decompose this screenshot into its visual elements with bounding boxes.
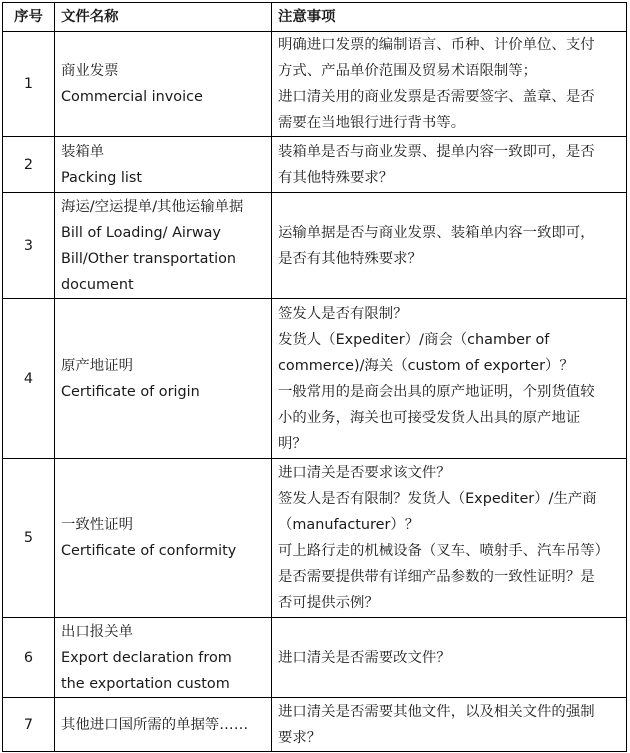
document-name-line: 原产地证明 (61, 357, 133, 374)
document-name-line: 海运/空运提单/其他运输单据 (61, 198, 244, 215)
document-name-line: 一致性证明 (61, 517, 133, 533)
document-name-line: document (61, 276, 134, 293)
row-index: 4 (3, 299, 55, 459)
row-notes (272, 193, 627, 299)
table-row (3, 698, 627, 752)
notes-line: 进口清关是否要求该文件？ (278, 465, 451, 481)
document-name-line: the exportation custom (61, 675, 230, 692)
notes-line: 签发人是否有限制？ (278, 305, 408, 322)
table-row (3, 32, 627, 137)
notes-line: 是否有其他特殊要求？ (278, 250, 422, 267)
notes-line: 明确进口发票的编制语言、币种、计价单位、支付 (278, 37, 595, 53)
notes-line: 运输单据是否与商业发票、装箱单内容一致即可， (278, 224, 595, 241)
notes-line: 要求？ (278, 729, 322, 746)
row-index: 1 (3, 32, 55, 137)
table-row (3, 193, 627, 299)
row-index: 3 (3, 193, 55, 299)
document-name-line: Bill/Other transportation (61, 250, 237, 267)
notes-line: 一般常用的是商会出具的原产地证明，个别货值较 (278, 383, 595, 400)
notes-line: 是否需要提供带有详细产品参数的一致性证明？是 (278, 569, 595, 585)
row-document-name (55, 32, 272, 137)
table-row (3, 137, 627, 193)
notes-line: （manufacturer）？ (278, 517, 420, 533)
row-document-name (55, 299, 272, 459)
document-name-line: Commercial invoice (61, 89, 203, 105)
row-document-name (55, 618, 272, 698)
notes-line: 需要在当地银行进行背书等。 (278, 115, 466, 131)
document-requirements-table (2, 2, 627, 752)
document-name-line: Packing list (61, 169, 143, 186)
notes-line: 进口清关是否需要其他文件，以及相关文件的强制 (278, 703, 595, 720)
header-row (3, 3, 627, 32)
document-name-line: 装箱单 (61, 143, 105, 160)
document-name-line: 出口报关单 (61, 623, 133, 640)
document-name-line: 商业发票 (61, 63, 119, 79)
document-name-line: 其他进口国所需的单据等…… (61, 716, 249, 733)
header-name: 文件名称 (55, 3, 272, 32)
document-name-line: Export declaration from (61, 649, 232, 666)
row-notes (272, 698, 627, 752)
row-notes (272, 299, 627, 459)
row-document-name (55, 193, 272, 299)
document-name-line: Certificate of origin (61, 383, 200, 400)
document-name-line: Certificate of conformity (61, 543, 237, 559)
table-row (3, 299, 627, 459)
header-notes: 注意事项 (272, 3, 627, 32)
row-document-name (55, 698, 272, 752)
row-document-name (55, 137, 272, 193)
notes-line: 装箱单是否与商业发票、提单内容一致即可，是否 (278, 143, 595, 160)
row-notes (272, 32, 627, 137)
table-row (3, 459, 627, 618)
row-document-name (55, 459, 272, 618)
notes-line: 进口清关是否需要改文件？ (278, 649, 451, 666)
notes-line: commerce)/海关（custom of exporter）？ (278, 357, 574, 374)
notes-line: 方式、产品单价范围及贸易术语限制等； (278, 63, 538, 79)
notes-line: 签发人是否有限制？发货人（Expediter）/生产商 (278, 491, 597, 507)
row-index: 7 (3, 698, 55, 752)
row-index: 5 (3, 459, 55, 618)
notes-line: 否可提供示例？ (278, 595, 379, 611)
notes-line: 小的业务，海关也可接受发货人出具的原产地证 (278, 409, 581, 426)
row-index: 2 (3, 137, 55, 193)
notes-line: 发货人（Expediter）/商会（chamber of (278, 331, 550, 348)
row-notes (272, 618, 627, 698)
document-name-line: Bill of Loading/ Airway (61, 224, 221, 241)
notes-line: 进口清关用的商业发票是否需要签字、盖章、是否 (278, 89, 595, 105)
header-index: 序号 (3, 3, 55, 32)
notes-line: 可上路行走的机械设备（叉车、喷射手、汽车吊等） (278, 543, 609, 559)
notes-line: 明？ (278, 435, 307, 452)
row-notes (272, 137, 627, 193)
row-notes (272, 459, 627, 618)
table-row (3, 618, 627, 698)
notes-line: 有其他特殊要求？ (278, 169, 394, 186)
row-index: 6 (3, 618, 55, 698)
